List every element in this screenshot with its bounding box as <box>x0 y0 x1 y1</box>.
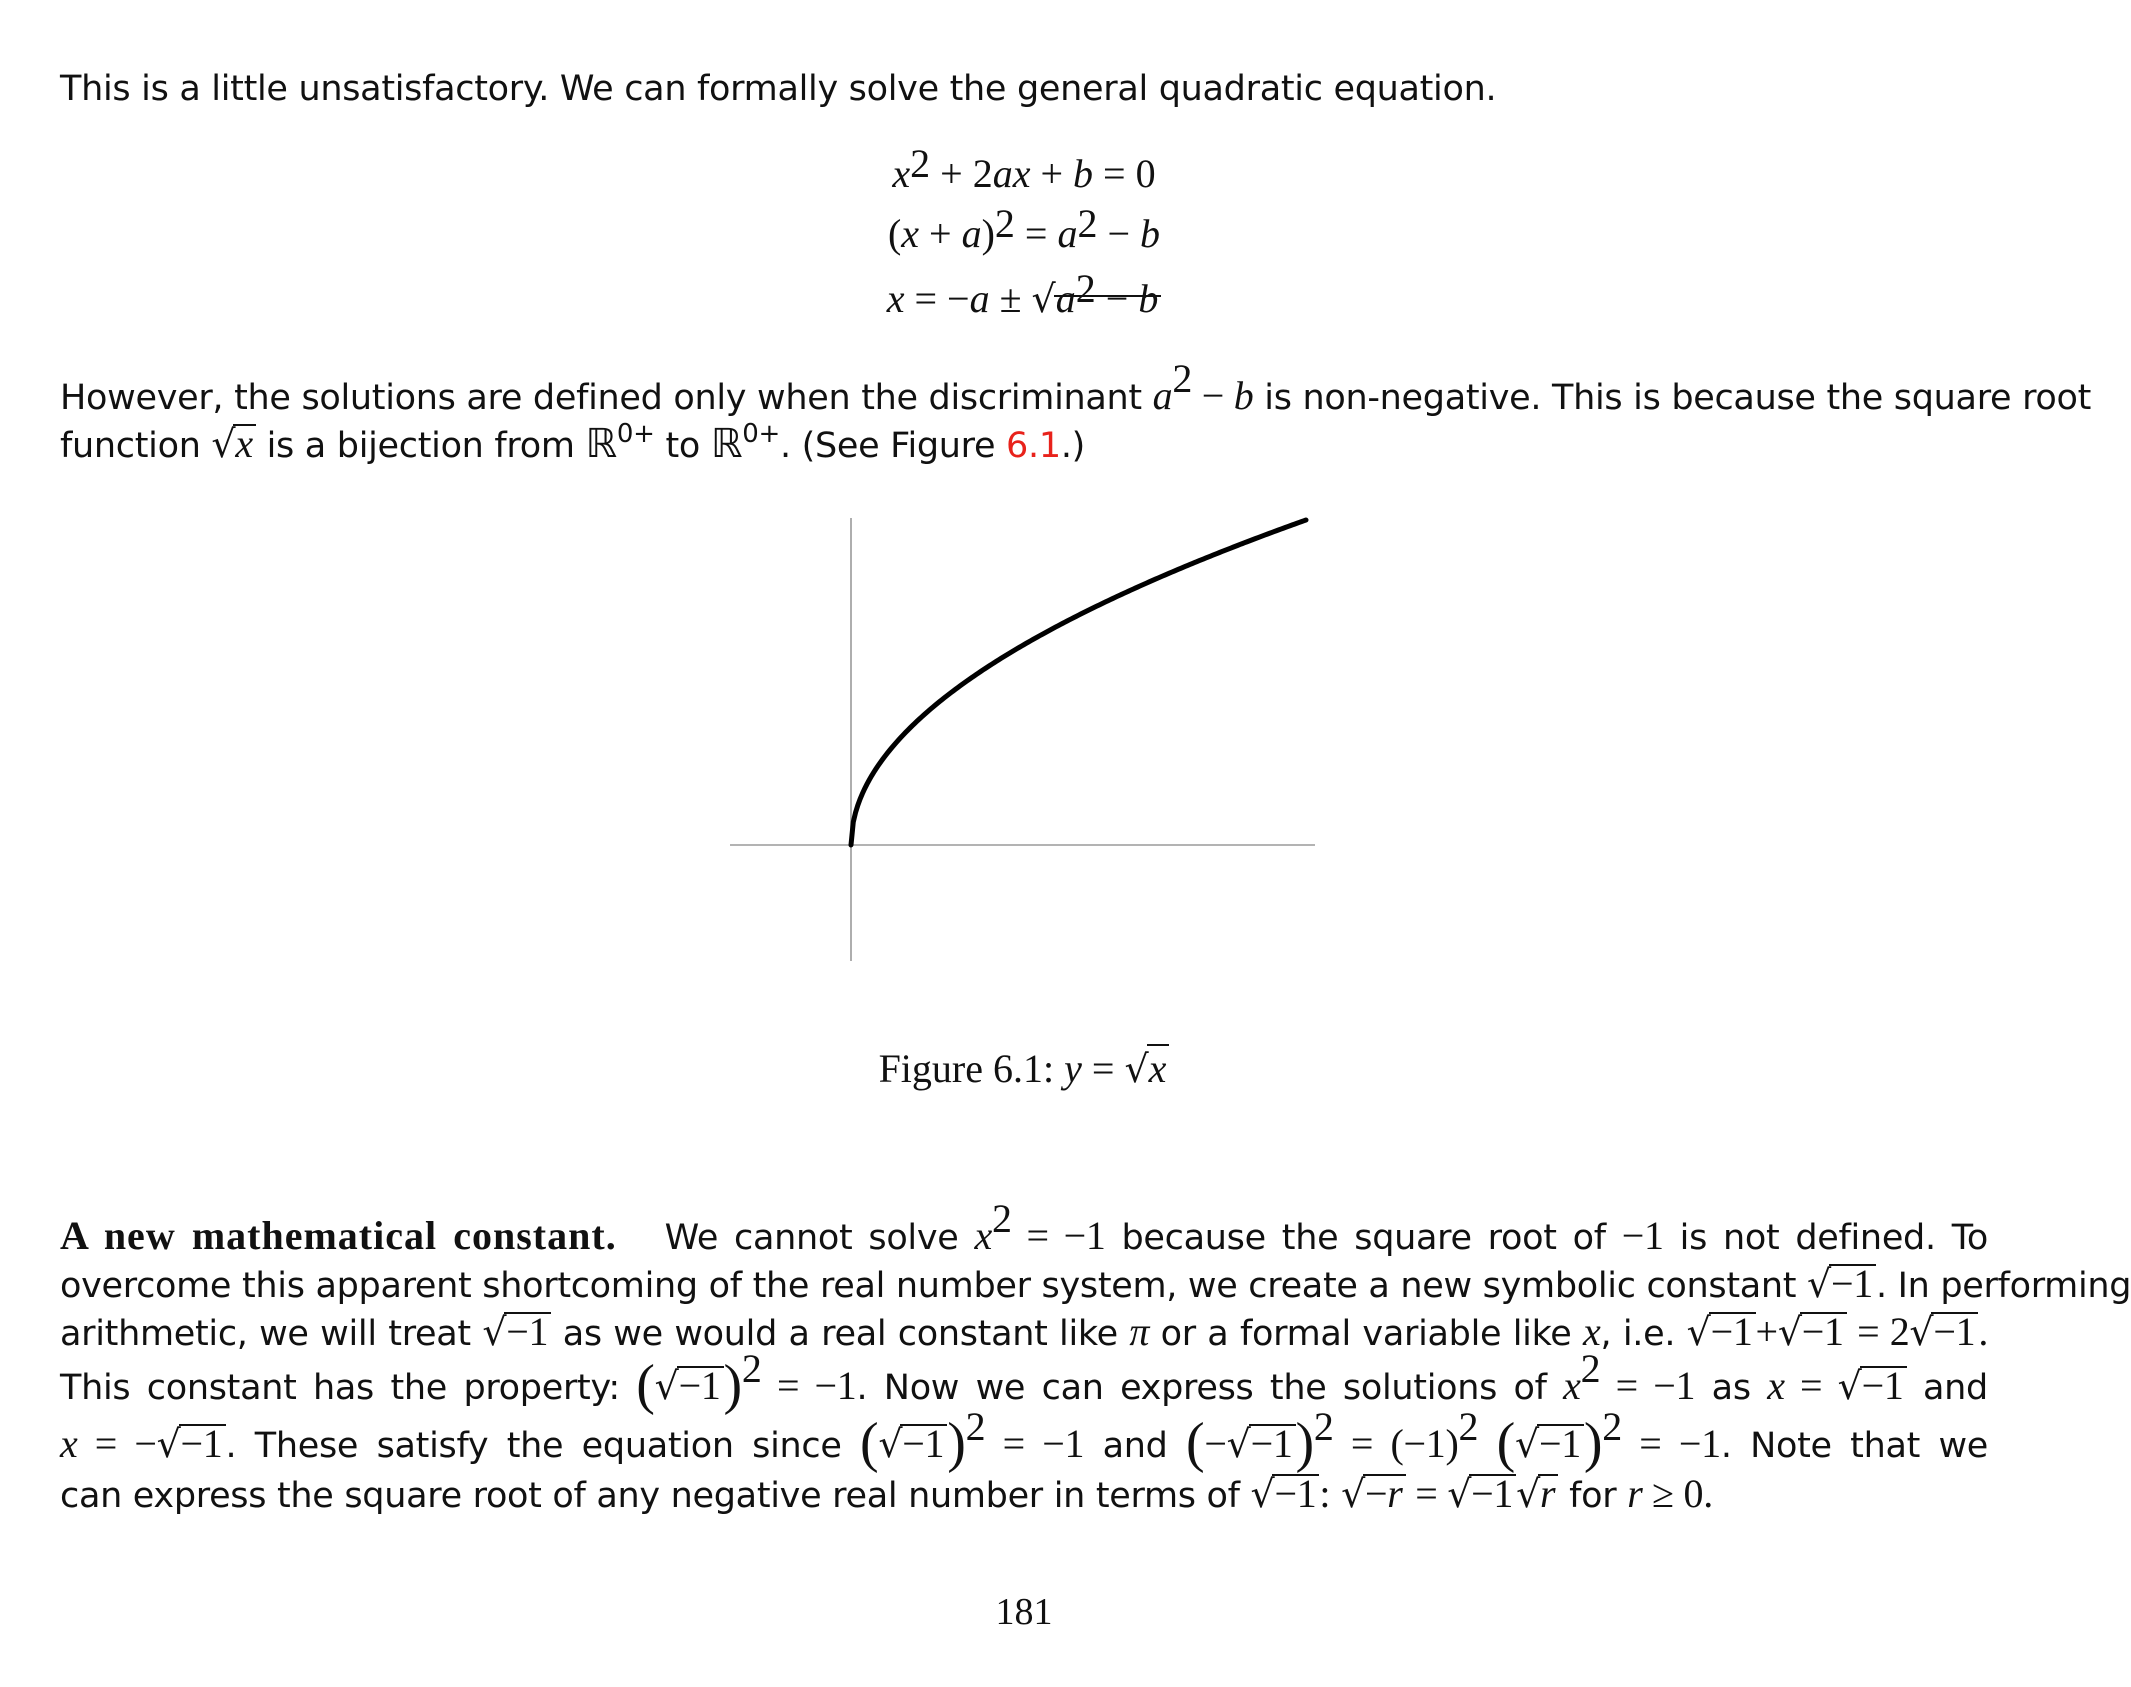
para2-line2: overcome this apparent shortcoming of the real number system, we create a new symbolic constant √−1. In performing <box>60 1261 2131 1306</box>
sqrt-plot <box>730 515 1330 965</box>
equation-3: $x = -a \pm √a^2 - b$ <box>0 275 2048 322</box>
para2-line5: x = −√−1. These satisfy the equation since $(√-1)^2 = -1$ and $(-√-1)^2 = (-1)^2$ $(√-1)^2 = -1$. Note that we <box>60 1404 1989 1474</box>
intro-text: This is a little unsatisfactory. We can formally solve the general quadratic equation. <box>60 69 1497 109</box>
para1-line1: However, the solutions are defined only when the discriminant $a^2 - b$ is non-negative. This is because the square root <box>60 356 2092 418</box>
equation-1: $x^2 + 2ax + b = 0$ <box>892 140 1156 196</box>
figure-caption: Figure 6.1: y = √x <box>0 1045 2048 1092</box>
para2-line6: can express the square root of any negative real number in terms of √−1: √−r = √−1√r for r ≥ 0. <box>60 1471 1713 1516</box>
para2-line4: This constant has the property: $(√-1)^2 = -1$. Now we can express the solutions of $x^2 = -1$ as x = √−1 and <box>60 1346 1988 1416</box>
para1-line2: function √x is a bijection from ℝ$^{0+}$ to ℝ$^{0+}$. (See Figure 6.1.) <box>60 418 1085 466</box>
para2-line1: A new mathematical constant. We cannot solve $x^2 = -1$ because the square root of −1 is not defined. To <box>60 1196 1989 1258</box>
page-number: 181 <box>995 1591 1053 1633</box>
para2-line3: arithmetic, we will treat √−1 as we would a real constant like π or a formal variable like x, i.e. √−1+√−1 = 2√−1. <box>60 1309 1989 1354</box>
figure-ref-link[interactable]: 6.1 <box>1006 426 1061 466</box>
equation-2: $(x + a)^2 = a^2 - b$ <box>887 200 1161 256</box>
section-heading: A new mathematical constant. <box>60 1213 617 1258</box>
sqrt-curve <box>851 520 1306 845</box>
